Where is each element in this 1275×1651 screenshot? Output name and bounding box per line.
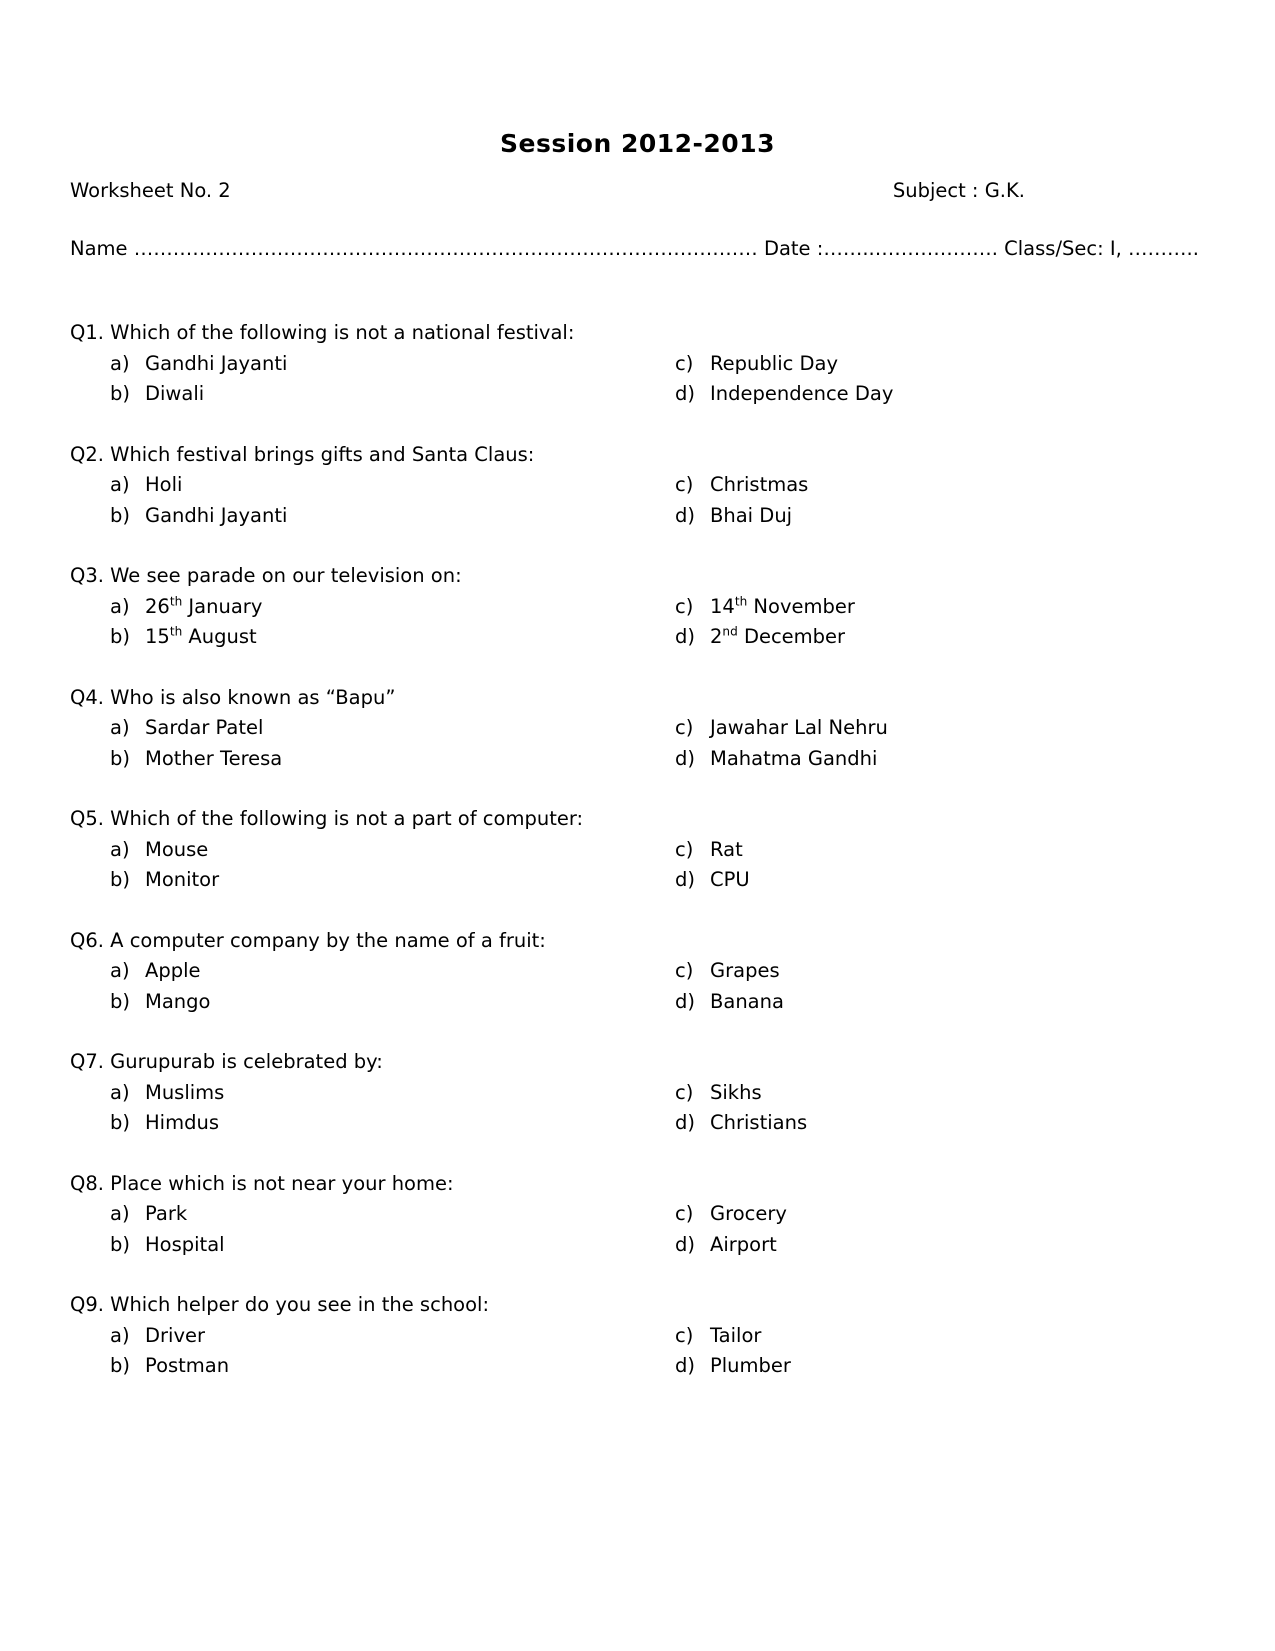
- question-number: Q1.: [70, 321, 104, 344]
- ordinal-superscript: th: [169, 594, 183, 608]
- option-text: Christians: [710, 1111, 808, 1134]
- option-text: Hospital: [145, 1232, 225, 1256]
- question-number: Q4.: [70, 685, 104, 709]
- question-number: Q6.: [70, 928, 104, 952]
- option-letter: a): [110, 351, 130, 375]
- option-a: [70, 1078, 635, 1109]
- question-block: [70, 1047, 1205, 1139]
- option-letter: d): [675, 989, 695, 1013]
- question-line: [70, 683, 1205, 714]
- option-letter: b): [110, 1232, 130, 1256]
- class-blank-dots: ………..: [1128, 236, 1199, 260]
- date-blank-dots: ……..……………….: [823, 236, 998, 260]
- option-text: Airport: [710, 1232, 777, 1256]
- option-letter: c): [675, 473, 694, 496]
- question-text: Which of the following is not a national festival:: [110, 321, 575, 344]
- question-text: Which festival brings gifts and Santa Claus:: [110, 442, 535, 466]
- worksheet-page: [70, 0, 1205, 1382]
- option-letter: a): [110, 1323, 130, 1347]
- ordinal-superscript: th: [169, 624, 183, 639]
- option-letter: c): [675, 1323, 694, 1347]
- question-block: [70, 561, 1205, 653]
- option-text: Mother Teresa: [145, 746, 283, 770]
- option-letter: c): [675, 716, 694, 739]
- question-line: [70, 804, 1205, 835]
- option-text: Jawahar Lal Nehru: [710, 716, 888, 739]
- option-letter: a): [110, 473, 130, 496]
- option-c: [635, 1321, 1205, 1352]
- option-a: [70, 1321, 635, 1352]
- option-c: [635, 470, 1205, 501]
- option-text: Plumber: [710, 1354, 791, 1377]
- option-letter: d): [675, 868, 695, 891]
- question-line: [70, 1047, 1205, 1078]
- option-letter: c): [675, 351, 694, 375]
- option-letter: b): [110, 382, 130, 405]
- option-letter: b): [110, 503, 130, 527]
- option-d: [635, 744, 1205, 775]
- option-letter: d): [675, 382, 695, 405]
- option-letter: c): [675, 594, 694, 618]
- option-d: [635, 622, 1205, 653]
- option-letter: c): [675, 1202, 694, 1225]
- option-text: Mahatma Gandhi: [710, 746, 878, 770]
- question-block: [70, 440, 1205, 532]
- option-a: [70, 713, 635, 744]
- option-text: Gandhi Jayanti: [145, 503, 288, 527]
- question-block: [70, 683, 1205, 775]
- question-number: Q9.: [70, 1293, 104, 1316]
- option-text: Gandhi Jayanti: [145, 351, 288, 375]
- option-text: Mouse: [145, 837, 209, 861]
- option-letter: d): [675, 503, 695, 527]
- option-text: 2nd December: [710, 624, 846, 648]
- option-text: Rat: [710, 837, 743, 861]
- option-b: [70, 379, 635, 410]
- option-a: [70, 592, 635, 623]
- page-title: Session 2012-2013: [499, 129, 775, 158]
- question-options: [70, 1199, 1205, 1260]
- option-letter: a): [110, 1202, 130, 1225]
- option-text: Independence Day: [710, 382, 894, 405]
- option-letter: a): [110, 1080, 130, 1104]
- class-sec-label: Class/Sec: I,: [1004, 236, 1122, 260]
- question-block: [70, 1169, 1205, 1261]
- questions-list: [70, 318, 1205, 1382]
- subject-label: Subject : G.K.: [892, 179, 1025, 202]
- ordinal-superscript: nd: [722, 624, 738, 639]
- option-c: [635, 835, 1205, 866]
- option-b: [70, 501, 635, 532]
- option-text: Banana: [710, 989, 784, 1013]
- option-text: Monitor: [145, 868, 220, 891]
- question-text: A computer company by the name of a fruit:: [110, 928, 546, 952]
- option-c: [635, 713, 1205, 744]
- option-a: [70, 1199, 635, 1230]
- question-line: [70, 1290, 1205, 1321]
- question-line: [70, 318, 1205, 349]
- option-letter: a): [110, 959, 130, 982]
- option-b: [70, 1230, 635, 1261]
- option-text: Grapes: [710, 959, 780, 982]
- option-a: [70, 956, 635, 987]
- option-text: Sardar Patel: [145, 716, 264, 739]
- question-line: [70, 926, 1205, 957]
- option-c: [635, 956, 1205, 987]
- question-options: [70, 956, 1205, 1017]
- question-options: [70, 1321, 1205, 1382]
- option-c: [635, 349, 1205, 380]
- option-d: [635, 987, 1205, 1018]
- option-text: Muslims: [145, 1080, 225, 1104]
- option-text: Sikhs: [710, 1080, 762, 1104]
- option-b: [70, 622, 635, 653]
- option-d: [635, 501, 1205, 532]
- question-options: [70, 713, 1205, 774]
- question-number: Q3.: [70, 564, 104, 587]
- worksheet-number: Worksheet No. 2: [70, 179, 231, 202]
- question-line: [70, 440, 1205, 471]
- option-text: Mango: [145, 989, 211, 1013]
- option-b: [70, 744, 635, 775]
- option-b: [70, 865, 635, 896]
- question-text: Gurupurab is celebrated by:: [110, 1050, 383, 1073]
- question-options: [70, 592, 1205, 653]
- option-text: Bhai Duj: [710, 503, 793, 527]
- option-text: Himdus: [145, 1111, 219, 1134]
- option-letter: b): [110, 1354, 130, 1377]
- option-d: [635, 1351, 1205, 1382]
- option-text: CPU: [710, 868, 750, 891]
- question-options: [70, 1078, 1205, 1139]
- option-a: [70, 835, 635, 866]
- question-text: Place which is not near your home:: [110, 1171, 454, 1195]
- option-letter: b): [110, 1111, 130, 1134]
- option-d: [635, 1108, 1205, 1139]
- option-letter: a): [110, 716, 130, 739]
- option-letter: d): [675, 1232, 695, 1256]
- question-block: [70, 1290, 1205, 1382]
- option-b: [70, 1108, 635, 1139]
- option-letter: a): [110, 837, 130, 861]
- name-blank-dots: ……………………………………………………………………………………: [133, 236, 758, 260]
- question-number: Q8.: [70, 1171, 104, 1195]
- option-text: 26th January: [145, 594, 263, 618]
- question-options: [70, 835, 1205, 896]
- name-label: Name: [70, 236, 128, 260]
- option-a: [70, 470, 635, 501]
- option-letter: d): [675, 1354, 695, 1377]
- option-letter: b): [110, 868, 130, 891]
- option-letter: d): [675, 746, 695, 770]
- question-options: [70, 349, 1205, 410]
- option-d: [635, 1230, 1205, 1261]
- option-b: [70, 987, 635, 1018]
- question-text: Which helper do you see in the school:: [110, 1293, 490, 1316]
- option-c: [635, 1078, 1205, 1109]
- option-text: Diwali: [145, 382, 205, 405]
- option-text: Driver: [145, 1323, 206, 1347]
- option-text: Tailor: [710, 1323, 762, 1347]
- question-text: We see parade on our television on:: [110, 564, 462, 587]
- option-letter: c): [675, 1080, 694, 1104]
- date-label: Date :: [763, 236, 824, 260]
- question-line: [70, 561, 1205, 592]
- meta-row: [70, 176, 1205, 207]
- option-letter: b): [110, 625, 130, 648]
- option-letter: c): [675, 959, 694, 982]
- question-number: Q5.: [70, 807, 104, 830]
- option-text: Grocery: [710, 1202, 787, 1225]
- option-a: [70, 349, 635, 380]
- ordinal-superscript: th: [734, 594, 748, 608]
- option-text: Republic Day: [710, 351, 839, 375]
- question-line: [70, 1169, 1205, 1200]
- option-d: [635, 865, 1205, 896]
- option-text: Holi: [145, 473, 183, 496]
- question-text: Which of the following is not a part of computer:: [110, 807, 584, 830]
- option-text: Christmas: [710, 473, 809, 496]
- question-number: Q2.: [70, 442, 104, 466]
- question-block: [70, 318, 1205, 410]
- question-text: Who is also known as “Bapu”: [110, 685, 396, 709]
- option-letter: b): [110, 989, 130, 1013]
- question-block: [70, 804, 1205, 896]
- option-text: Postman: [145, 1354, 230, 1377]
- option-letter: d): [675, 625, 695, 648]
- question-number: Q7.: [70, 1050, 104, 1073]
- question-block: [70, 926, 1205, 1018]
- option-text: 14th November: [710, 594, 855, 618]
- option-text: Park: [145, 1202, 188, 1225]
- option-b: [70, 1351, 635, 1382]
- option-letter: d): [675, 1111, 695, 1134]
- option-letter: a): [110, 594, 130, 618]
- option-c: [635, 592, 1205, 623]
- option-text: 15th August: [145, 624, 257, 648]
- name-date-class-row: [70, 234, 1205, 265]
- option-d: [635, 379, 1205, 410]
- option-letter: c): [675, 837, 694, 861]
- option-c: [635, 1199, 1205, 1230]
- option-letter: b): [110, 746, 130, 770]
- question-options: [70, 470, 1205, 531]
- option-text: Apple: [145, 959, 201, 982]
